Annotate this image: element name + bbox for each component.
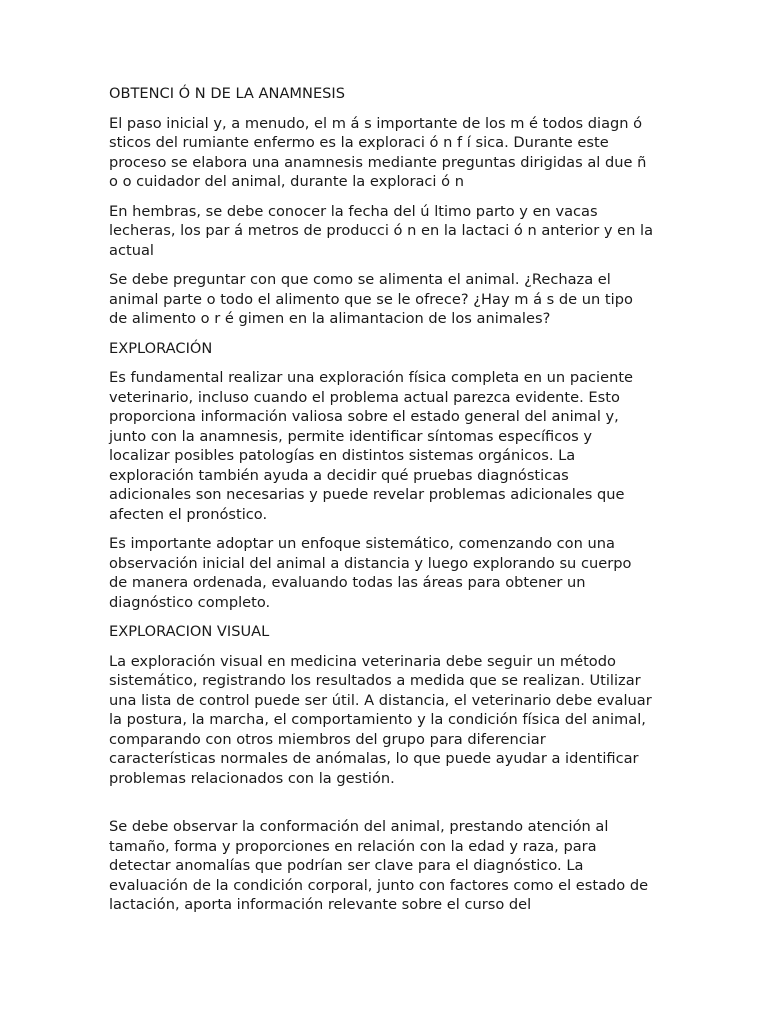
section-heading-anamnesis: OBTENCI Ó N DE LA ANAMNESIS bbox=[109, 85, 345, 102]
document-page bbox=[109, 84, 654, 925]
paragraph-anamnesis-intro: El paso inicial y, a menudo, el m á s importante de los m é todos diagn ó sticos del rumiante enfermo es la exploraci ó n f í sica. Durante este proceso se elabora una anamnesis mediante preguntas dirigidas al due ñ o o cuidador del animal, durante la exploraci ó n bbox=[109, 114, 647, 190]
section-heading-exploracion-visual: EXPLORACION VISUAL bbox=[109, 623, 270, 640]
paragraph-exploracion-fisica: Es fundamental realizar una exploración física completa en un paciente veterinario, incluso cuando el problema actual parezca evidente. Esto proporciona información valiosa sobre el estado general del animal y, junto con la anamnesis, permite identificar síntomas específicos y localizar posibles patologías en distintos sistemas orgánicos. La exploración también ayuda a decidir qué pruebas diagnósticas adicionales son necesarias y puede revelar problemas adicionales que afecten el pronóstico. bbox=[109, 369, 634, 523]
paragraph-hembras: En hembras, se debe conocer la fecha del ú ltimo parto y en vacas lecheras, los par á metros de producci ó n en la lactaci ó n anterior y en la actual bbox=[109, 202, 654, 259]
paragraph-alimentacion: Se debe preguntar con que como se alimenta el animal. ¿Rechaza el animal parte o todo el alimento que se le ofrece? ¿Hay m á s de un tipo de alimento o r é gimen en la alimantacion de los animales? bbox=[109, 271, 633, 327]
section-heading-exploracion: EXPLORACIÓN bbox=[109, 339, 213, 357]
paragraph-conformacion: Se debe observar la conformación del animal, prestando atención al tamaño, forma y proporciones en relación con la edad y raza, para detectar anomalías que podrían ser clave para el diagnóstico. La evaluación de la condición corporal, junto con factores como el estado de lactación, aporta información relevante sobre el curso del bbox=[109, 818, 649, 913]
paragraph-exploracion-visual: La exploración visual en medicina veterinaria debe seguir un método sistemático, registrando los resultados a medida que se realizan. Utilizar una lista de control puede ser útil. A distancia, el veterinario debe evaluar la postura, la marcha, el comportamiento y la condición física del animal, comparando con otros miembros del grupo para diferenciar características normales de anómalas, lo que puede ayudar a identificar problemas relacionados con la gestión. bbox=[109, 652, 652, 787]
paragraph-enfoque-sistematico: Es importante adoptar un enfoque sistemático, comenzando con una observación inicial del animal a distancia y luego explorando su cuerpo de manera ordenada, evaluando todas las áreas para obtener un diagnóstico completo. bbox=[109, 535, 632, 611]
